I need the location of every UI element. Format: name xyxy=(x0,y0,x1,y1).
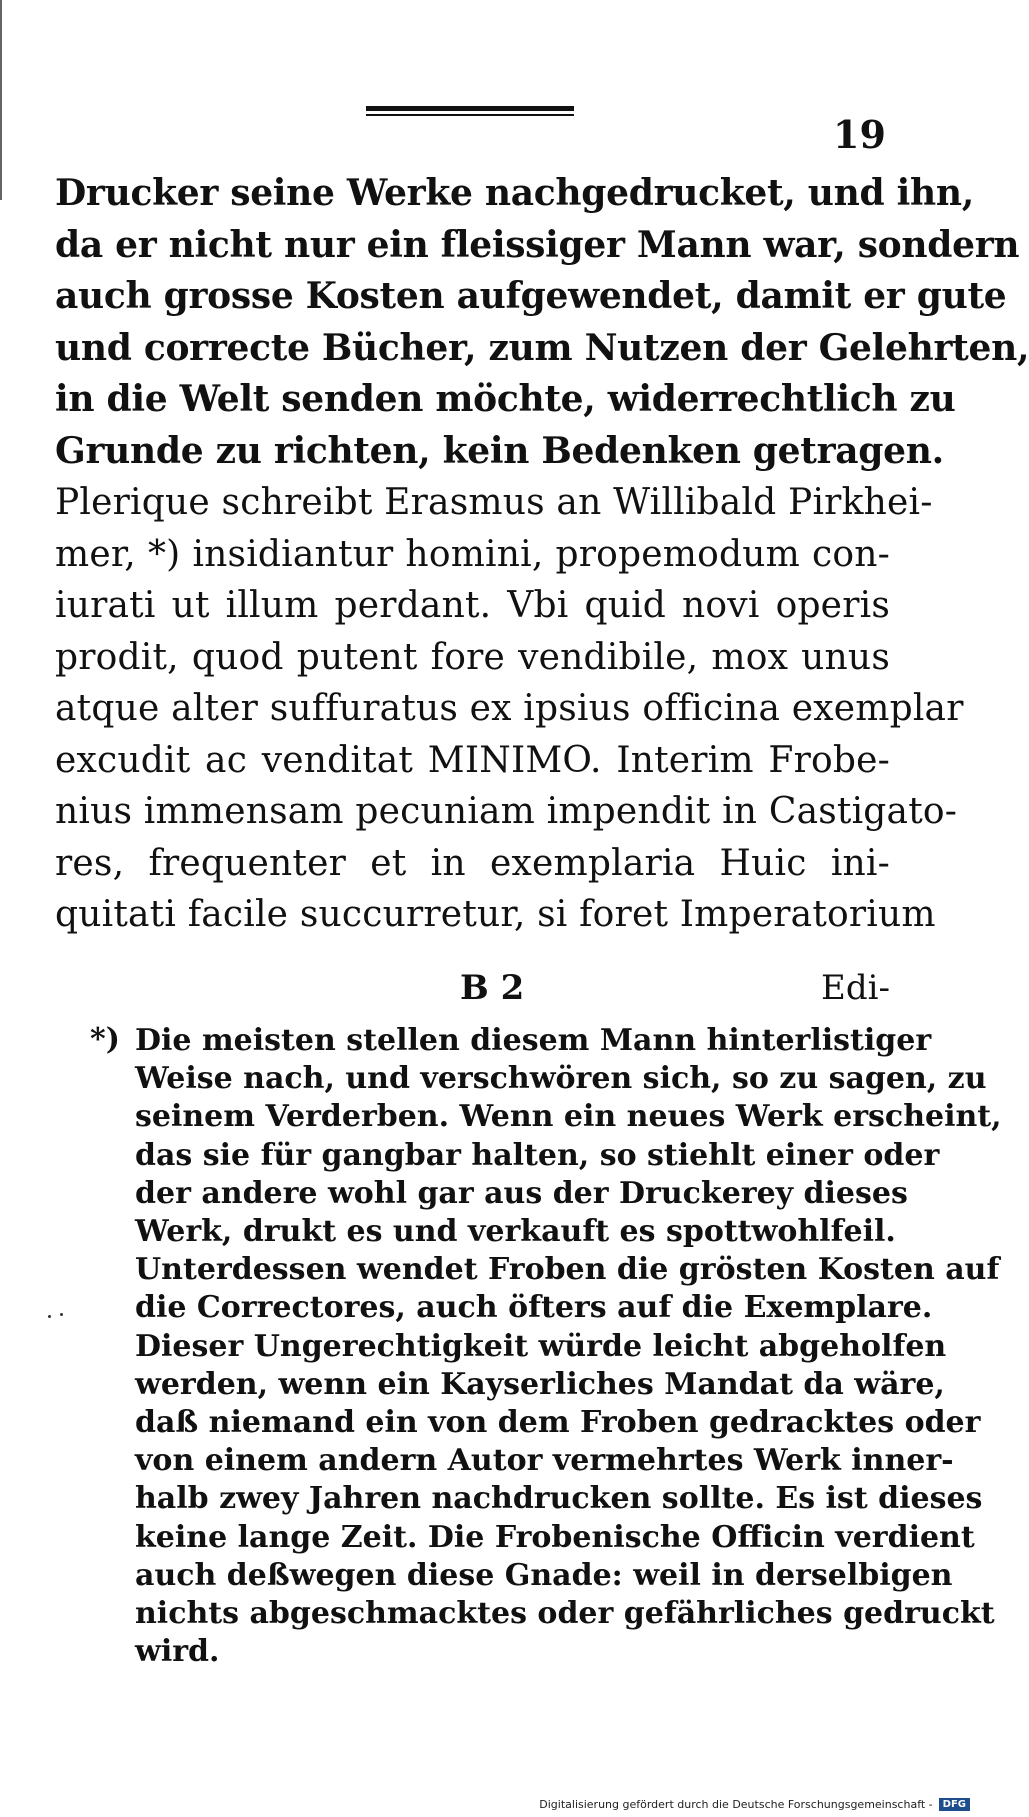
page-number: 19 xyxy=(833,112,886,157)
text-line: mer, *) insidiantur homini, propemodum con- xyxy=(55,533,890,575)
text-line: res, frequenter et in exemplaria Huic ini- xyxy=(55,842,890,884)
dfg-logo: DFG xyxy=(939,1798,970,1811)
footnote-line: Werk, drukt es und verkauft es spottwohlfeil. xyxy=(135,1214,896,1250)
footnote-line: Unterdessen wendet Froben die grösten Kosten auf xyxy=(135,1252,1000,1288)
footnote-line: Weise nach, und verschwören sich, so zu sagen, zu xyxy=(135,1061,987,1097)
footnote-line: von einem andern Autor vermehrtes Werk inner- xyxy=(135,1443,954,1479)
footnote-line: nichts abgeschmacktes oder gefährliches gedruckt xyxy=(135,1596,995,1632)
header-rule xyxy=(366,106,574,116)
footnote-line: seinem Verderben. Wenn ein neues Werk erscheint, xyxy=(135,1099,1002,1135)
footer-credit-text: Digitalisierung gefördert durch die Deutsche Forschungsgemeinschaft - xyxy=(539,1798,933,1811)
text-line: quitati facile succurretur, si foret Imperatorium xyxy=(55,894,936,935)
text-line: excudit ac venditat MINIMO. Interim Frobe- xyxy=(55,739,890,781)
text-line: nius immensam pecuniam impendit in Castigato- xyxy=(55,791,958,832)
text-line: prodit, quod putent fore vendibile, mox unus xyxy=(55,636,890,678)
footnote-line: das sie für gangbar halten, so stiehlt einer oder xyxy=(135,1137,940,1173)
footnote-line: halb zwey Jahren nachdrucken sollte. Es ist dieses xyxy=(135,1481,983,1517)
text-line: in die Welt senden möchte, widerrechtlich zu xyxy=(55,378,956,420)
text-line: Drucker seine Werke nachgedrucket, und ihn, xyxy=(55,172,974,214)
footnote-line: wird. xyxy=(135,1634,220,1670)
text-line: iurati ut illum perdant. Vbi quid novi operis xyxy=(55,585,890,626)
footnote-body xyxy=(135,1022,1002,1671)
signature-row xyxy=(55,968,890,1012)
footnote-marker: *) xyxy=(90,1022,120,1057)
text-line: atque alter suffuratus ex ipsius officina exemplar xyxy=(55,688,964,729)
footnote-line: daß niemand ein von dem Froben gedracktes oder xyxy=(135,1405,981,1441)
footnote-line: keine lange Zeit. Die Frobenische Officin verdient xyxy=(135,1519,975,1555)
text-line: auch grosse Kosten aufgewendet, damit er gute xyxy=(55,275,1007,317)
text-line: da er nicht nur ein fleissiger Mann war, sondern xyxy=(55,223,1020,266)
text-line: Plerique schreibt Erasmus an Willibald Pirkhei- xyxy=(55,482,933,523)
ink-speck xyxy=(48,1315,51,1318)
footnote-line: der andere wohl gar aus der Druckerey dieses xyxy=(135,1175,908,1211)
footer-credit xyxy=(539,1798,970,1811)
footnote-line: Die meisten stellen diesem Mann hinterlistiger xyxy=(135,1023,932,1058)
ink-speck xyxy=(60,1313,63,1316)
footnote-line: auch deßwegen diese Gnade: weil in derselbigen xyxy=(135,1557,953,1593)
footnote-line: die Correctores, auch öfters auf die Exemplare. xyxy=(135,1290,933,1326)
main-text-block xyxy=(55,168,1029,941)
signature-mark: B 2 xyxy=(460,968,525,1008)
binding-edge xyxy=(0,0,8,200)
catchword: Edi- xyxy=(821,968,890,1008)
text-line: Grunde zu richten, kein Bedenken getragen. xyxy=(55,429,944,472)
text-line: und correcte Bücher, zum Nutzen der Gelehrten, xyxy=(55,326,1029,369)
footnote-line: werden, wenn ein Kayserliches Mandat da wäre, xyxy=(135,1366,945,1402)
footnote-line: Dieser Ungerechtigkeit würde leicht abgeholfen xyxy=(135,1328,947,1364)
